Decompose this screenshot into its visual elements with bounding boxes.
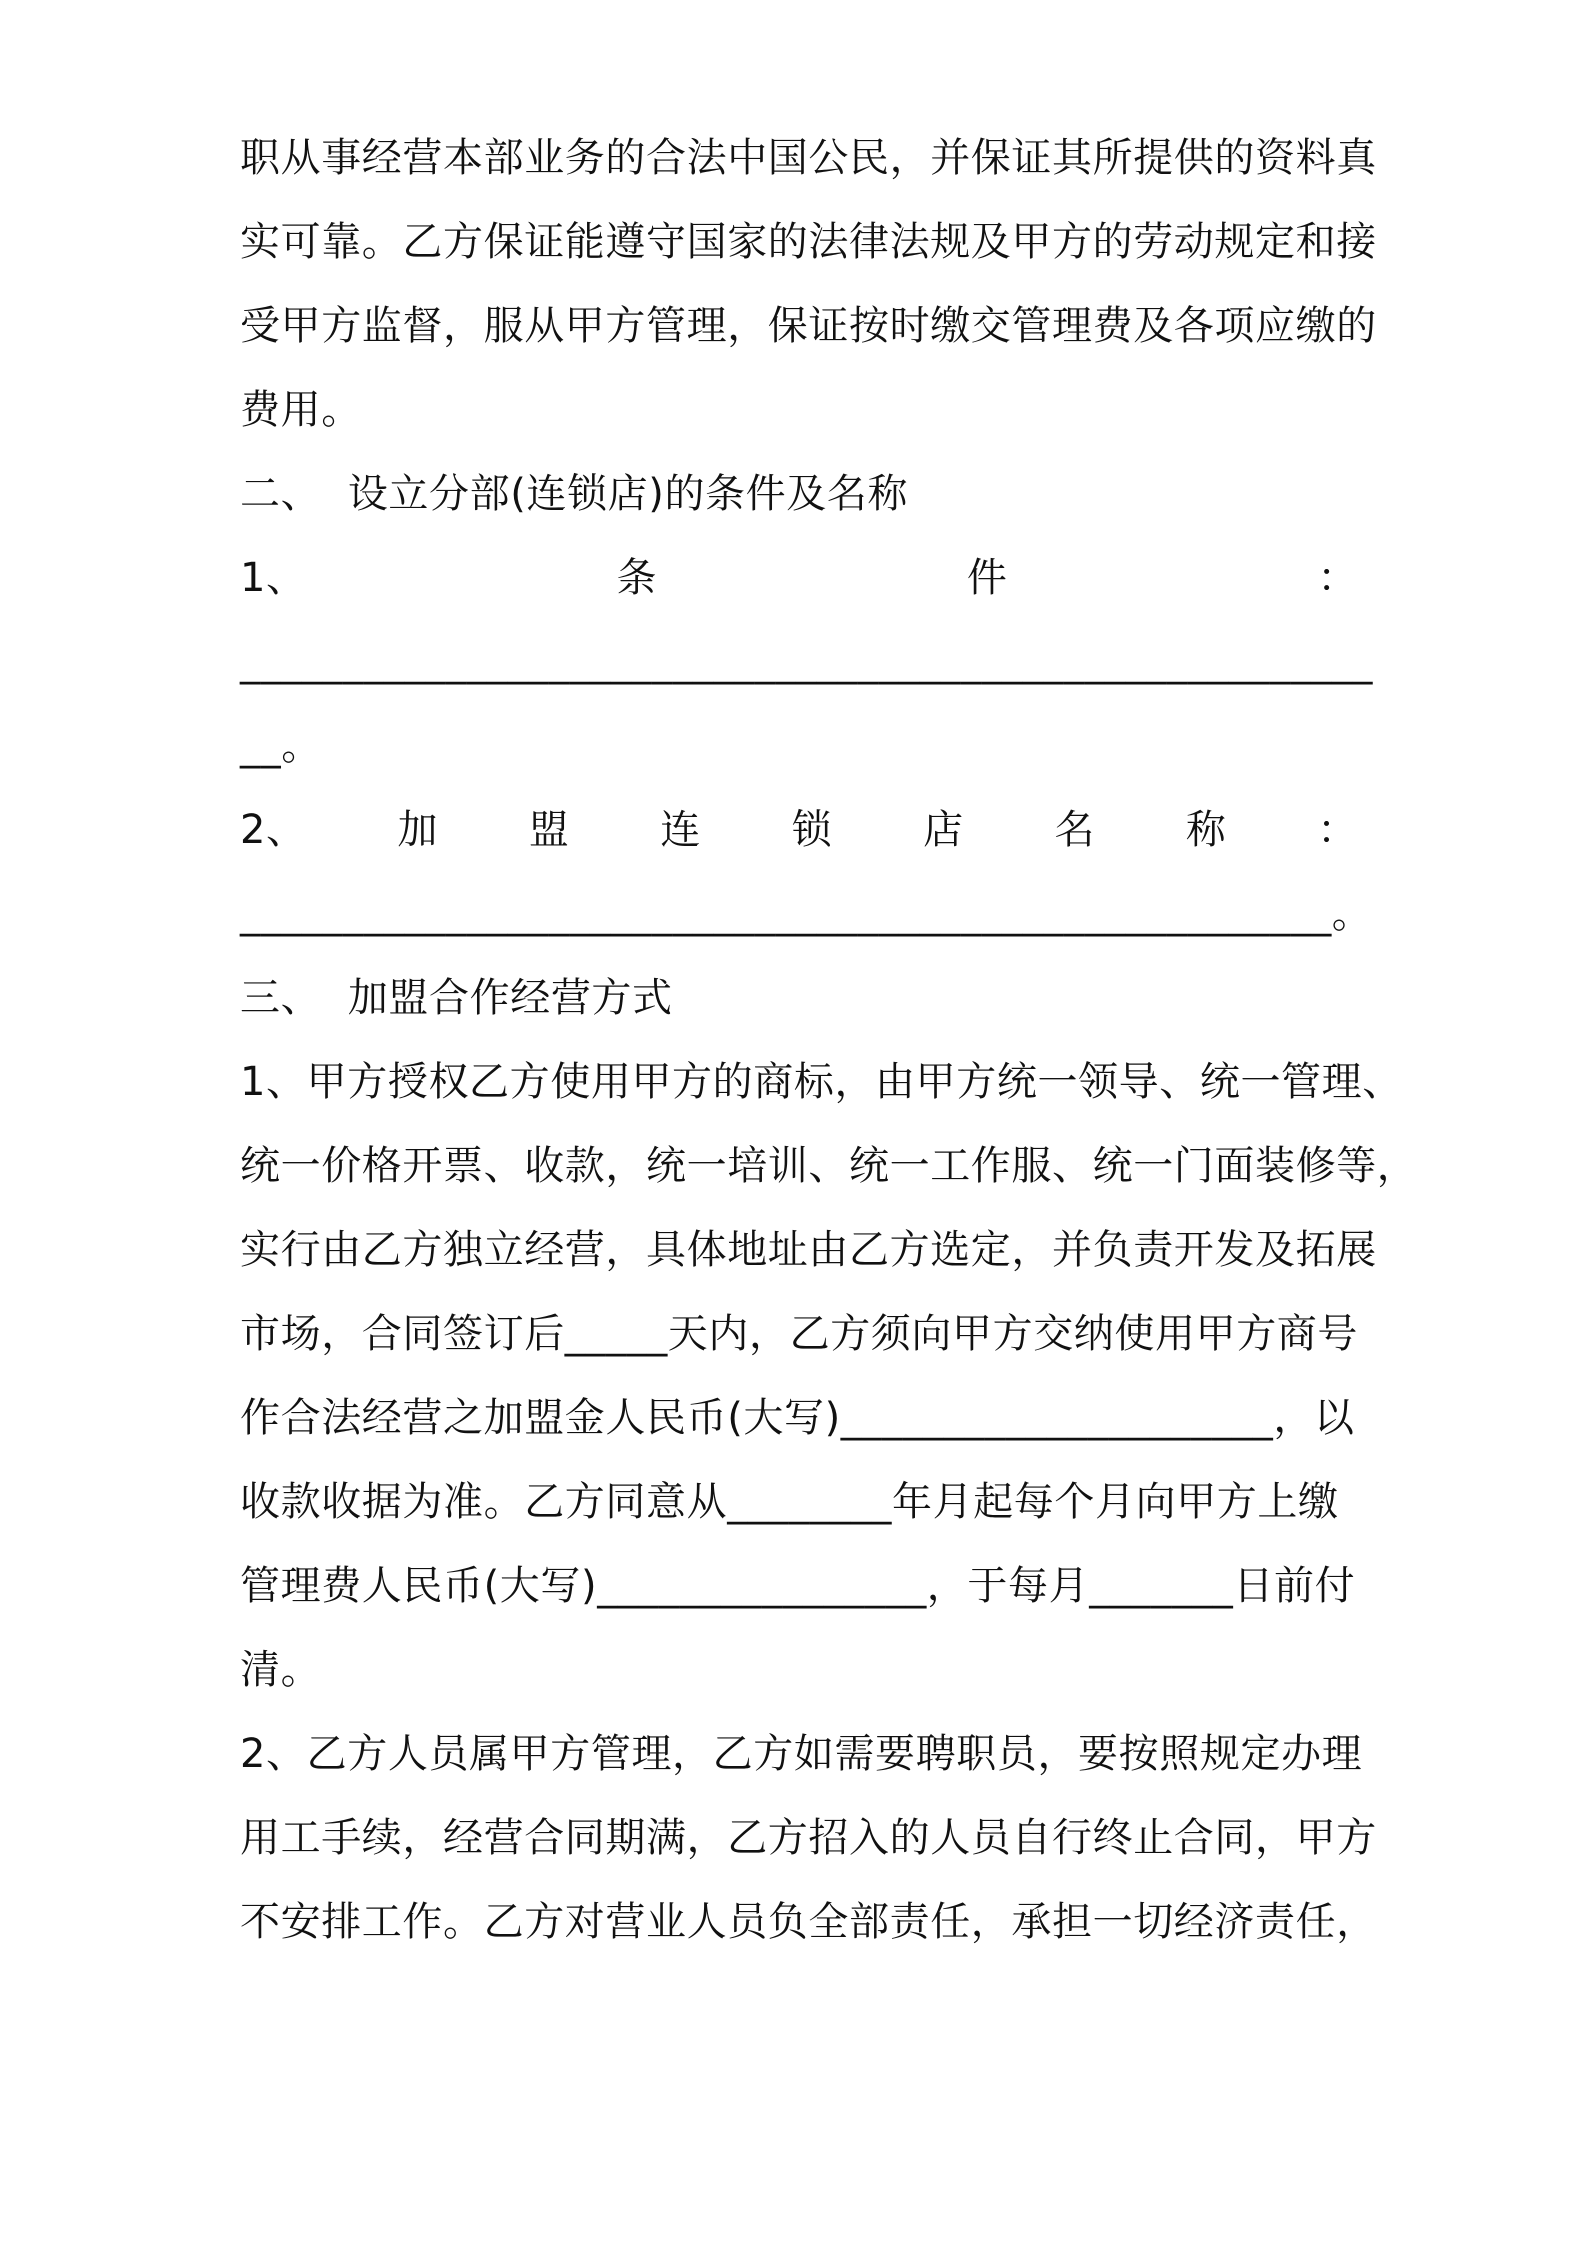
text-line: 收款收据为准。乙方同意从________年月起每个月向甲方上缴 [240, 1479, 1339, 1525]
label-char: 条 [616, 555, 658, 601]
text-line: 费用。 [240, 387, 362, 433]
label-colon: ： [1317, 807, 1358, 853]
fill-blank-line: _______________________________________________________ [240, 639, 1373, 685]
label-colon: ： [1317, 555, 1358, 601]
label-char: 称 [1185, 807, 1227, 853]
label-char: 件 [966, 555, 1008, 601]
text-line: 受甲方监督，服从甲方管理，保证按时缴交管理费及各项应缴的 [240, 303, 1377, 349]
label-char: 名 [1054, 807, 1096, 853]
section-heading: 二、 设立分部(连锁店)的条件及名称 [240, 471, 909, 517]
text-line: 用工手续，经营合同期满，乙方招入的人员自行终止合同，甲方 [240, 1815, 1377, 1861]
item-store-name-label [240, 802, 1358, 886]
label-char: 锁 [791, 807, 833, 853]
label-char: 盟 [528, 807, 570, 853]
text-line: 实行由乙方独立经营，具体地址由乙方选定，并负责开发及拓展 [240, 1227, 1377, 1273]
text-line: 1、甲方授权乙方使用甲方的商标，由甲方统一领导、统一管理、 [240, 1059, 1403, 1105]
section-heading: 三、 加盟合作经营方式 [240, 975, 673, 1021]
text-line: 清。 [240, 1647, 322, 1693]
label-char: 加 [397, 807, 439, 853]
text-line: 实可靠。乙方保证能遵守国家的法律法规及甲方的劳动规定和接 [240, 219, 1377, 265]
text-line: 管理费人民币(大写)________________，于每月_______日前付 [240, 1563, 1356, 1609]
item-number: 1、 [240, 555, 307, 601]
text-line: 市场，合同签订后_____天内，乙方须向甲方交纳使用甲方商号 [240, 1311, 1358, 1357]
item-conditions-label [240, 550, 1358, 634]
label-char: 连 [660, 807, 701, 853]
fill-blank-line: _____________________________________________________。 [240, 891, 1373, 937]
fill-blank-line: __。 [240, 723, 322, 769]
text-line: 作合法经营之加盟金人民币(大写)_____________________，以 [240, 1395, 1355, 1441]
item-number: 2、 [240, 807, 307, 853]
label-char: 店 [923, 807, 964, 853]
text-line: 职从事经营本部业务的合法中国公民，并保证其所提供的资料真 [240, 135, 1377, 181]
text-line: 2、乙方人员属甲方管理，乙方如需要聘职员，要按照规定办理 [240, 1731, 1363, 1777]
text-line: 不安排工作。乙方对营业人员负全部责任，承担一切经济责任， [240, 1899, 1377, 1945]
text-line: 统一价格开票、收款，统一培训、统一工作服、统一门面装修等， [240, 1143, 1418, 1189]
